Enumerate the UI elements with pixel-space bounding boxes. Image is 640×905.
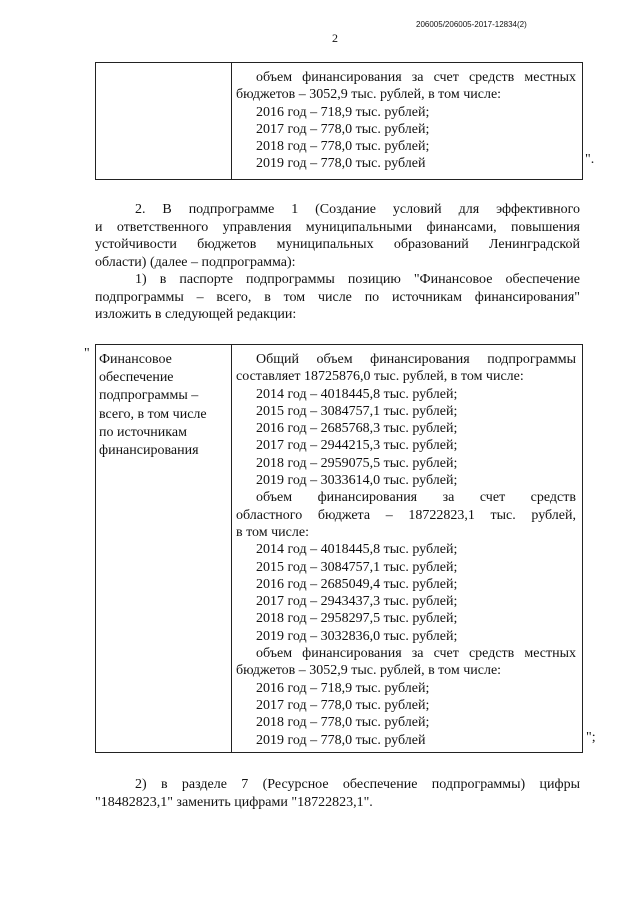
financing-table-left-cell bbox=[99, 351, 227, 460]
text-line: и ответственного управления муниципальными финансами, повышения bbox=[95, 219, 580, 235]
text-line: 2018 год – 778,0 тыс. рублей; bbox=[256, 715, 430, 731]
text-line: 2015 год – 3084757,1 тыс. рублей; bbox=[256, 403, 458, 419]
text-line: бюджетов – 3052,9 тыс. рублей, в том числе: bbox=[236, 87, 502, 103]
text-line: объем финансирования за счет средств местных bbox=[256, 70, 576, 85]
text-line: составляет 18725876,0 тыс. рублей, в том числе: bbox=[236, 369, 524, 385]
page-number: 2 bbox=[332, 31, 338, 45]
text-line: 2. В подпрограмме 1 (Создание условий для эффективного bbox=[135, 202, 580, 217]
text-line: обеспечение bbox=[99, 370, 174, 386]
text-line: 2019 год – 778,0 тыс. рублей bbox=[256, 156, 426, 172]
text-line: подпрограммы – bbox=[99, 388, 199, 404]
text-line: подпрограммы – всего, в том числе по источникам финансирования" bbox=[95, 289, 580, 305]
text-line: устойчивости бюджетов муниципальных образований Ленинградской bbox=[95, 237, 580, 252]
text-line: бюджетов – 3052,9 тыс. рублей, в том числе: bbox=[236, 663, 502, 679]
text-line: Финансовое bbox=[99, 352, 172, 367]
text-line: 2016 год – 718,9 тыс. рублей; bbox=[256, 680, 430, 696]
text-line: 2019 год – 3032836,0 тыс. рублей; bbox=[256, 628, 458, 644]
text-line: "18482823,1" заменить цифрами "18722823,1". bbox=[95, 794, 373, 810]
text-line: 2019 год – 778,0 тыс. рублей bbox=[256, 732, 426, 748]
text-line: 2018 год – 2958297,5 тыс. рублей; bbox=[256, 611, 458, 627]
text-line: в том числе: bbox=[236, 524, 309, 540]
text-line: изложить в следующей редакции: bbox=[95, 307, 297, 322]
text-line: 2015 год – 3084757,1 тыс. рублей; bbox=[256, 559, 458, 575]
closing-quote: ". bbox=[585, 152, 595, 167]
text-line: 2019 год – 3033614,0 тыс. рублей; bbox=[256, 473, 458, 489]
text-line: 2017 год – 778,0 тыс. рублей; bbox=[256, 697, 430, 713]
text-line: по источникам bbox=[99, 424, 187, 440]
amendment-paragraph-2 bbox=[95, 776, 580, 811]
opening-quote: " bbox=[84, 346, 90, 361]
text-line: объем финансирования за счет средств bbox=[256, 490, 576, 506]
text-line: 2018 год – 778,0 тыс. рублей; bbox=[256, 139, 430, 155]
text-line: 2016 год – 2685049,4 тыс. рублей; bbox=[256, 576, 458, 592]
closing-quote: "; bbox=[586, 730, 596, 745]
document-id: 206005/206005-2017-12834(2) bbox=[416, 20, 527, 29]
table-divider bbox=[231, 63, 232, 179]
text-line: 2014 год – 4018445,8 тыс. рублей; bbox=[256, 542, 458, 558]
text-line: финансирования bbox=[99, 443, 199, 459]
text-line: 2) в разделе 7 (Ресурсное обеспечение подпрограммы) цифры bbox=[135, 777, 580, 792]
text-line: 2014 год – 4018445,8 тыс. рублей; bbox=[256, 386, 458, 402]
text-line: 2016 год – 718,9 тыс. рублей; bbox=[256, 104, 430, 120]
text-line: 2017 год – 2944215,3 тыс. рублей; bbox=[256, 438, 458, 454]
text-line: 2017 год – 778,0 тыс. рублей; bbox=[256, 121, 430, 137]
text-line: Общий объем финансирования подпрограммы bbox=[256, 352, 576, 367]
text-line: 2017 год – 2943437,3 тыс. рублей; bbox=[256, 594, 458, 610]
financing-table-right-cell bbox=[236, 351, 576, 749]
text-line: 1) в паспорте подпрограммы позицию "Финансовое обеспечение bbox=[135, 272, 580, 287]
text-line: всего, в том числе bbox=[99, 406, 207, 422]
text-line: области) (далее – подпрограмма): bbox=[95, 254, 296, 270]
text-line: 2018 год – 2959075,5 тыс. рублей; bbox=[256, 455, 458, 471]
text-line: объем финансирования за счет средств местных bbox=[256, 646, 576, 662]
text-line: 2016 год – 2685768,3 тыс. рублей; bbox=[256, 421, 458, 437]
amendment-paragraph-1 bbox=[95, 201, 580, 324]
table-divider bbox=[231, 345, 232, 752]
continuation-table-right-cell bbox=[236, 69, 576, 173]
text-line: областного бюджета – 18722823,1 тыс. рублей, bbox=[236, 507, 576, 523]
